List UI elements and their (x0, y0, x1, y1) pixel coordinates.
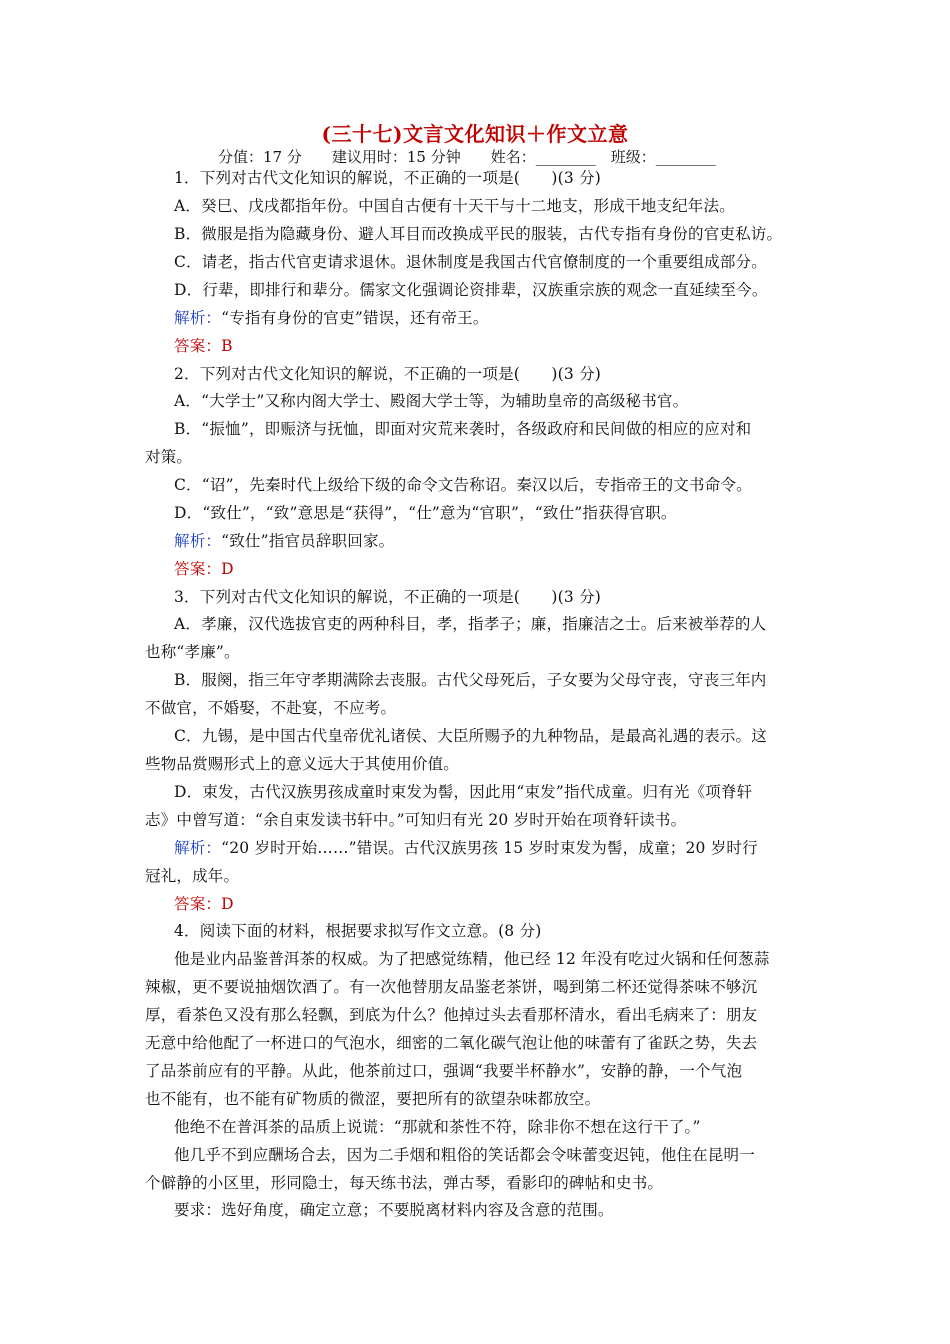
answer-label: 答案： (174, 560, 222, 578)
q3-option-c-line2: 些物品赏赐形式上的意义远大于其使用价值。 (145, 755, 460, 773)
q2-option-d: D．“致仕”，“致”意思是“获得”，“仕”意为“官职”，“致仕”指获得官职。 (174, 504, 677, 522)
q4-stem: 4．阅读下面的材料，根据要求拟写作文立意。(8 分) (174, 922, 542, 940)
q4-paragraph1-line2: 辣椒，更不要说抽烟饮酒了。有一次他替朋友品鉴老茶饼，喝到第二杯还觉得茶味不够沉 (145, 978, 758, 996)
meta-line: 分值：17 分 建议用时：15 分钟 姓名：________ 班级：________ (218, 148, 716, 166)
q3-option-b-line1: B．服阕，指三年守孝期满除去丧服。古代父母死后，子女要为父母守丧，守丧三年内 (174, 671, 767, 689)
analysis-label: 解析： (174, 532, 222, 550)
q1-option-a: A．癸巳、戊戌都指年份。中国自古便有十天干与十二地支，形成干地支纪年法。 (174, 197, 735, 215)
answer-label: 答案： (174, 337, 222, 355)
q4-requirement: 要求：选好角度，确定立意；不要脱离材料内容及含意的范围。 (174, 1201, 614, 1219)
answer-label: 答案： (174, 895, 222, 913)
q4-paragraph1-line6: 也不能有，也不能有矿物质的微涩，要把所有的欲望杂味都放空。 (145, 1090, 601, 1108)
q2-answer (174, 557, 234, 579)
q3-answer-value: D (221, 895, 234, 913)
q3-option-a-line1: A．孝廉，汉代选拔官吏的两种科目，孝，指孝子；廉，指廉洁之士。后来被举荐的人 (174, 615, 767, 633)
q3-analysis (174, 836, 758, 858)
q3-analysis-line2: 冠礼，成年。 (145, 867, 240, 885)
q1-analysis-text: “专指有身份的官吏”错误，还有帝王。 (221, 309, 489, 327)
q1-answer (174, 334, 233, 356)
q2-option-a: A．“大学士”又称内阁大学士、殿阁大学士等，为辅助皇帝的高级秘书官。 (174, 392, 689, 410)
q1-answer-value: B (221, 337, 233, 355)
page-title: (三十七)文言文化知识＋作文立意 (321, 122, 629, 146)
q1-stem: 1．下列对古代文化知识的解说，不正确的一项是( )(3 分) (174, 169, 602, 187)
analysis-label: 解析： (174, 839, 222, 857)
q3-answer (174, 892, 234, 914)
analysis-label: 解析： (174, 309, 222, 327)
q3-option-d-line1: D．束发，古代汉族男孩成童时束发为髻，因此用“束发”指代成童。归有光《项脊轩 (174, 783, 753, 801)
q4-paragraph1-line5: 了品茶前应有的平静。从此，他茶前过口，强调“我要半杯静水”，安静的静，一个气泡 (145, 1062, 743, 1080)
q2-analysis (174, 529, 394, 551)
q4-paragraph1-line1: 他是业内品鉴普洱茶的权威。为了把感觉练精，他已经 12 年没有吃过火锅和任何葱蒜 (174, 950, 770, 968)
q4-paragraph1-line4: 无意中给他配了一杯进口的气泡水，细密的二氧化碳气泡让他的味蕾有了雀跃之势，失去 (145, 1034, 758, 1052)
q4-paragraph2: 他绝不在普洱茶的品质上说谎：“那就和茶性不符，除非你不想在这行干了。” (174, 1118, 701, 1136)
q4-paragraph3-line2: 个僻静的小区里，形同隐士，每天练书法，弹古琴，看影印的碑帖和史书。 (145, 1174, 664, 1192)
q1-option-c: C．请老，指古代官吏请求退休。退休制度是我国古代官僚制度的一个重要组成部分。 (174, 253, 767, 271)
q2-option-b-line1: B．“振恤”，即赈济与抚恤，即面对灾荒来袭时，各级政府和民间做的相应的应对和 (174, 420, 752, 438)
q3-option-b-line2: 不做官，不婚娶，不赴宴，不应考。 (145, 699, 397, 717)
q2-option-c: C．“诏”，先秦时代上级给下级的命令文告称诏。秦汉以后，专指帝王的文书命令。 (174, 476, 752, 494)
q2-answer-value: D (221, 560, 234, 578)
q1-option-b: B．微服是指为隐藏身份、避人耳目而改换成平民的服装，古代专指有身份的官吏私访。 (174, 225, 783, 243)
q2-option-b-line2: 对策。 (145, 448, 193, 466)
q1-analysis (174, 306, 489, 328)
q3-option-d-line2: 志》中曾写道：“余自束发读书轩中。”可知归有光 20 岁时开始在项脊轩读书。 (145, 811, 687, 829)
q4-paragraph1-line3: 厚，看茶色又没有那么轻飘，到底为什么？他掉过头去看那杯清水，看出毛病来了：朋友 (145, 1006, 758, 1024)
q2-analysis-text: “致仕”指官员辞职回家。 (221, 532, 395, 550)
q4-paragraph3-line1: 他几乎不到应酬场合去，因为二手烟和粗俗的笑话都会令味蕾变迟钝，他住在昆明一 (174, 1146, 755, 1164)
q2-stem: 2．下列对古代文化知识的解说，不正确的一项是( )(3 分) (174, 365, 602, 383)
q3-analysis-text1: “20 岁时开始……”错误。古代汉族男孩 15 岁时束发为髻，成童；20 岁时行 (221, 839, 758, 857)
q1-option-d: D．行辈，即排行和辈分。儒家文化强调论资排辈，汉族重宗族的观念一直延续至今。 (174, 281, 768, 299)
q3-stem: 3．下列对古代文化知识的解说，不正确的一项是( )(3 分) (174, 588, 602, 606)
q3-option-a-line2: 也称“孝廉”。 (145, 643, 240, 661)
q3-option-c-line1: C．九锡，是中国古代皇帝优礼诸侯、大臣所赐予的九种物品，是最高礼遇的表示。这 (174, 727, 767, 745)
